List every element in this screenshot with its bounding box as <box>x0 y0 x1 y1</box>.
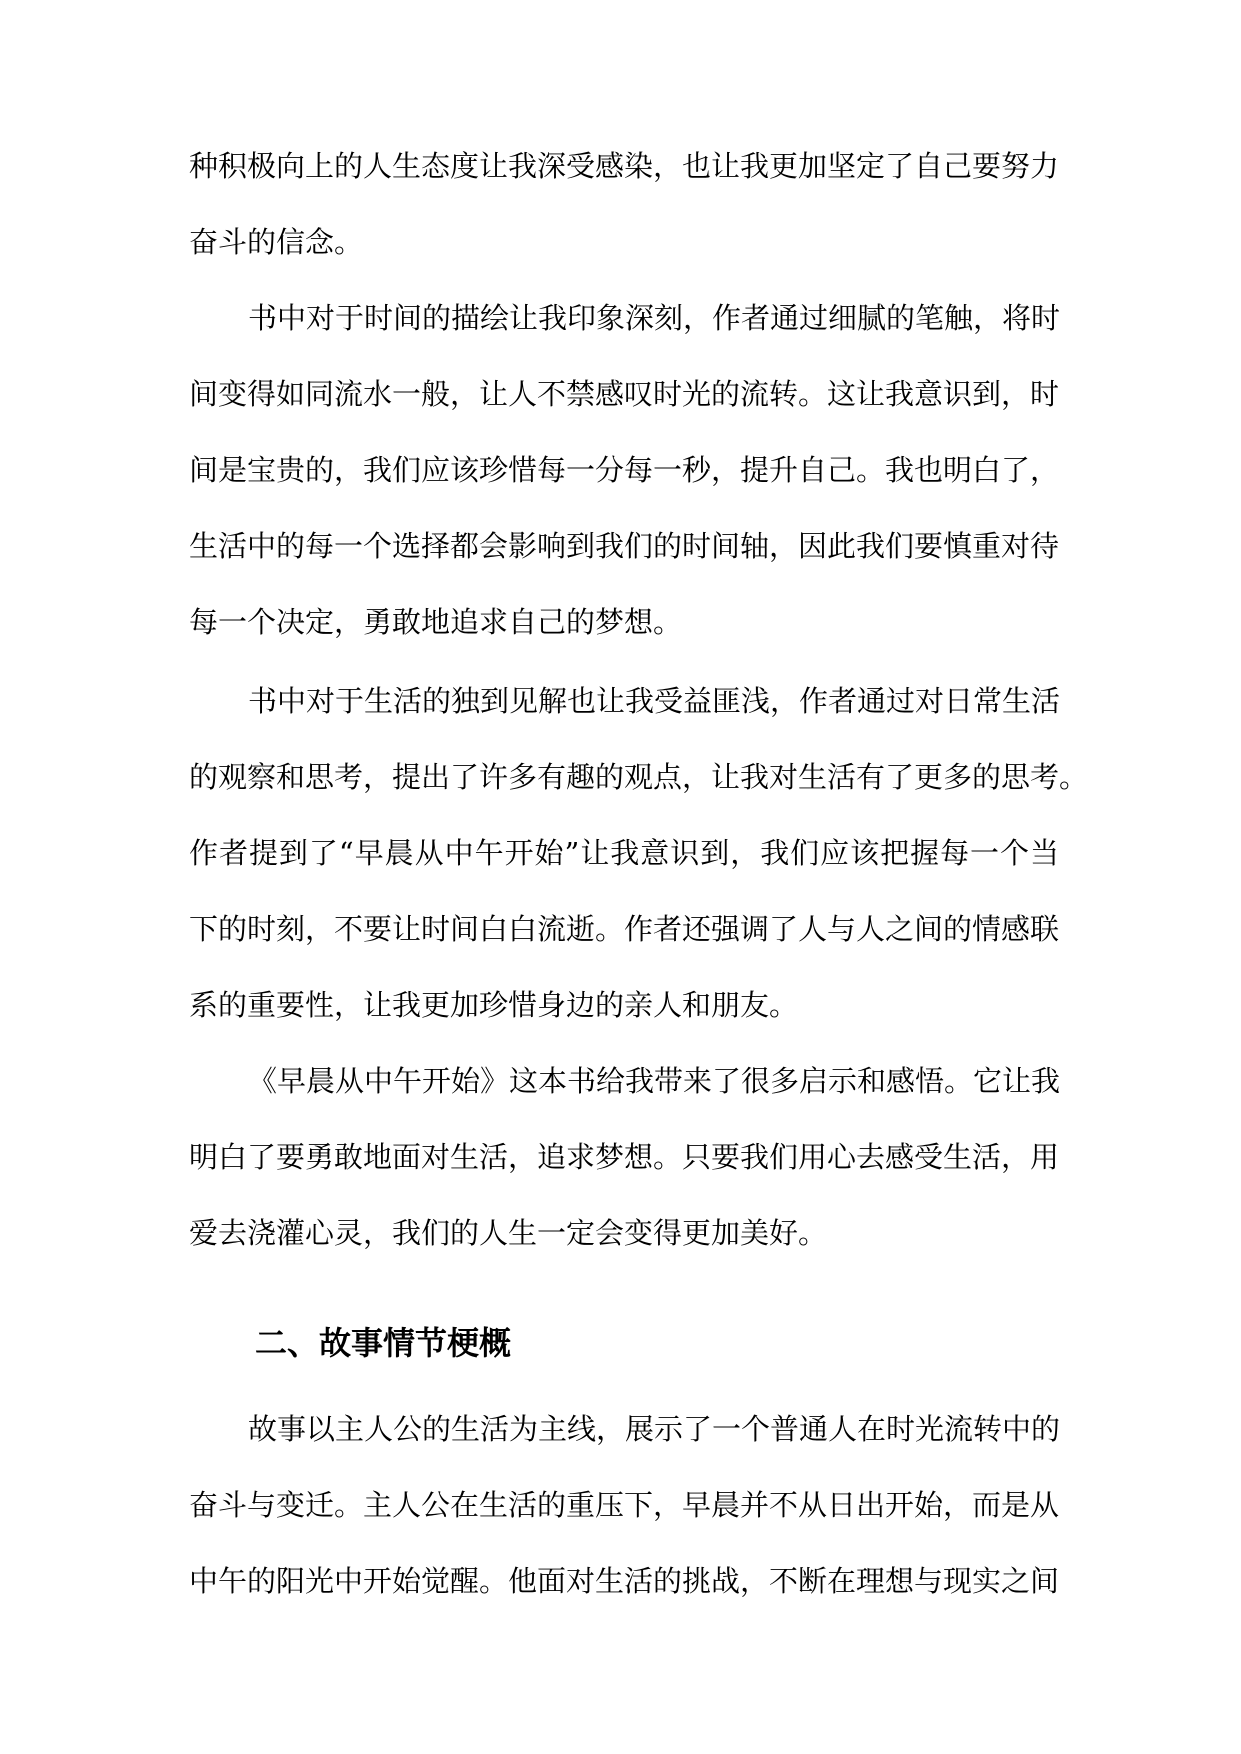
paragraph-line: 间是宝贵的，我们应该珍惜每一分每一秒，提升自己。我也明白了， <box>189 453 1060 487</box>
paragraph-line: 下的时刻，不要让时间白白流逝。作者还强调了人与人之间的情感联 <box>189 912 1060 946</box>
paragraph-line: 种积极向上的人生态度让我深受感染，也让我更加坚定了自己要努力 <box>189 149 1060 183</box>
paragraph-line: 书中对于时间的描绘让我印象深刻，作者通过细腻的笔触，将时 <box>248 301 1061 335</box>
paragraph-line: 作者提到了“早晨从中午开始”让我意识到，我们应该把握每一个当 <box>189 836 1059 870</box>
paragraph-line: 中午的阳光中开始觉醒。他面对生活的挑战，不断在理想与现实之间 <box>189 1564 1060 1598</box>
paragraph-line: 爱去浇灌心灵，我们的人生一定会变得更加美好。 <box>189 1216 828 1250</box>
paragraph-line: 的观察和思考，提出了许多有趣的观点，让我对生活有了更多的思考。 <box>189 760 1089 794</box>
paragraph-line: 明白了要勇敢地面对生活，追求梦想。只要我们用心去感受生活，用 <box>189 1140 1060 1174</box>
paragraph-line: 每一个决定，勇敢地追求自己的梦想。 <box>189 605 683 639</box>
paragraph-line: 书中对于生活的独到见解也让我受益匪浅，作者通过对日常生活 <box>248 684 1061 718</box>
paragraph-line: 系的重要性，让我更加珍惜身边的亲人和朋友。 <box>189 988 799 1022</box>
paragraph-line: 间变得如同流水一般，让人不禁感叹时光的流转。这让我意识到，时 <box>189 377 1060 411</box>
section-heading: 二、故事情节梗概 <box>255 1324 512 1362</box>
paragraph-line: 《早晨从中午开始》这本书给我带来了很多启示和感悟。它让我 <box>248 1064 1061 1098</box>
paragraph-line: 奋斗与变迁。主人公在生活的重压下，早晨并不从日出开始，而是从 <box>189 1488 1060 1522</box>
paragraph-line: 奋斗的信念。 <box>189 225 364 259</box>
paragraph-line: 故事以主人公的生活为主线，展示了一个普通人在时光流转中的 <box>248 1412 1061 1446</box>
paragraph-line: 生活中的每一个选择都会影响到我们的时间轴，因此我们要慎重对待 <box>189 529 1060 563</box>
